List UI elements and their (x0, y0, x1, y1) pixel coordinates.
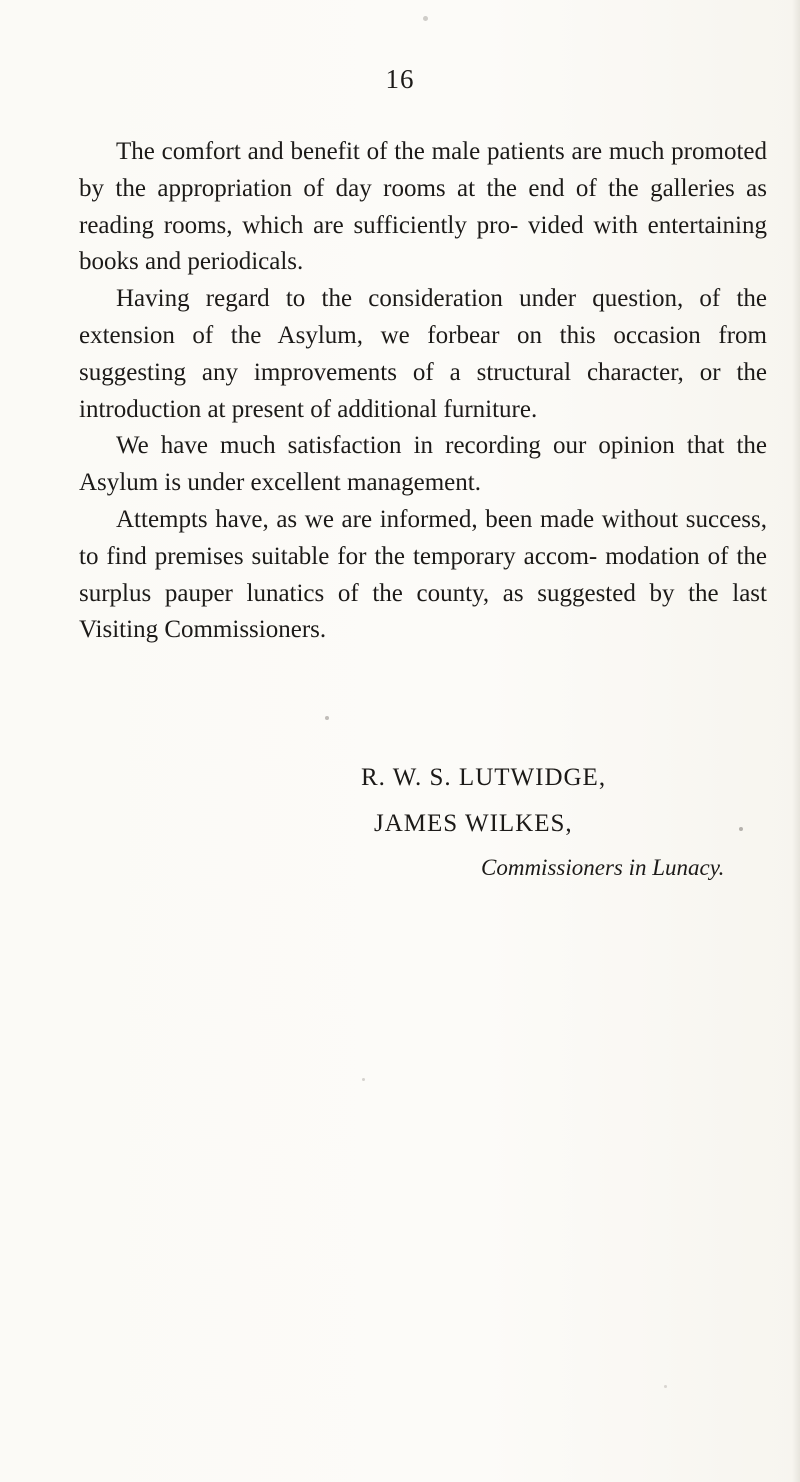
signature-title: Commissioners in Lunacy. (481, 855, 725, 880)
ink-speck (739, 827, 743, 831)
paragraph-3: We have much satisfaction in recording our opinion that the Asylum is under excellent management. (79, 432, 767, 497)
ink-speck (325, 716, 329, 720)
body-text (79, 134, 767, 649)
paragraph-1: The comfort and benefit of the male patients are much promoted by the appropriation of day rooms at the end of the galleries as reading rooms, which are sufficiently pro- vided with entertaining books and periodicals. (79, 138, 767, 276)
paragraph-4: Attempts have, as we are informed, been made without success, to find premises suitable for the temporary accom- modation of the surplus pauper lunatics of the county, as suggested by the last Visiting Commissioners. (79, 505, 767, 644)
ink-speck (423, 16, 428, 21)
page-edge-shadow (792, 0, 800, 1482)
ink-speck (362, 1078, 365, 1081)
signatory-lutwidge: R. W. S. LUTWIDGE, (361, 764, 607, 791)
signatory-wilkes: JAMES WILKES, (374, 810, 573, 837)
page-number: 16 (385, 64, 415, 94)
paragraph-2: Having regard to the consideration under question, of the extension of the Asylum, we forbear on this occasion from suggesting any improvements of a structural character, or the introduction at present of additional furniture. (79, 285, 767, 423)
ink-speck (664, 1385, 667, 1388)
